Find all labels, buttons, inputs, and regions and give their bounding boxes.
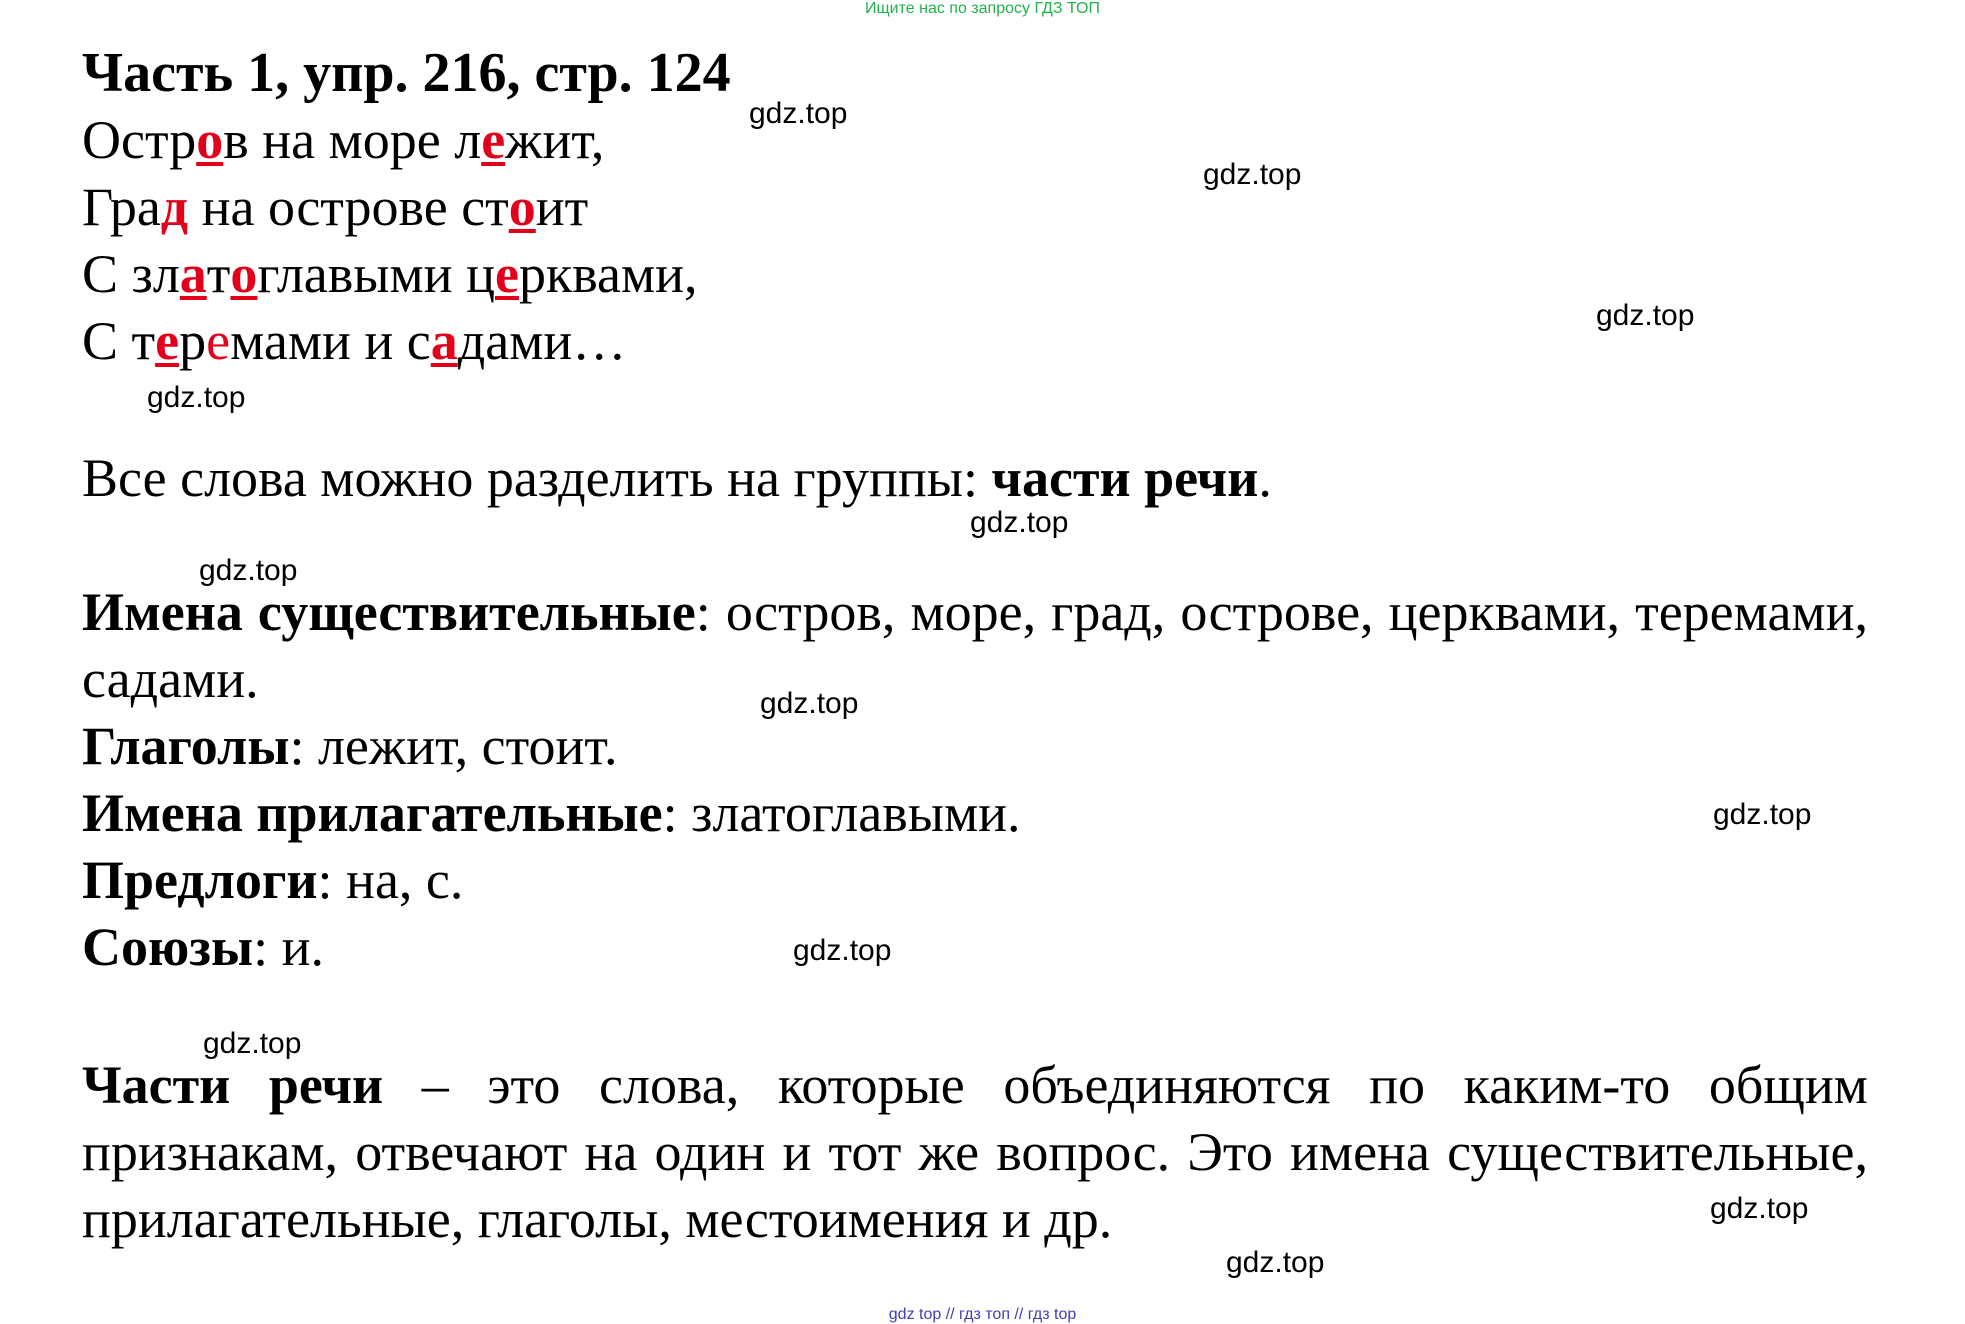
nouns-paragraph: Имена существительные: остров, море, град, острове, церквами, теремами, садами. bbox=[82, 582, 1868, 709]
watermark: gdz.top bbox=[970, 506, 1069, 539]
footer-note: gdz top // гдз топ // гдз top bbox=[888, 1306, 1077, 1323]
highlighted-letter: е bbox=[155, 311, 180, 371]
groups-intro: Все слова можно разделить на группы: части речи. bbox=[82, 448, 1272, 508]
highlighted-letter: о bbox=[196, 110, 224, 170]
watermark: gdz.top bbox=[749, 97, 848, 130]
prepositions-line: Предлоги: на, с. bbox=[82, 850, 464, 910]
watermark: gdz.top bbox=[1226, 1246, 1325, 1279]
watermark: gdz.top bbox=[1203, 158, 1302, 191]
watermark: gdz.top bbox=[760, 687, 859, 720]
highlighted-letter: д bbox=[160, 177, 189, 237]
highlighted-letter: е bbox=[494, 244, 519, 304]
definition-paragraph: Части речи – это слова, которые объединяются по каким-то общим признакам, отвечают на один и тот же вопрос. Это имена существительные, прилагательные, глаголы, местоимения и др. bbox=[82, 1055, 1868, 1249]
page-title: Часть 1, упр. 216, стр. 124 bbox=[82, 42, 731, 104]
highlighted-letter: а bbox=[179, 244, 207, 304]
conjunctions-line: Союзы: и. bbox=[82, 917, 325, 977]
poem-line-1: Остров на море лежит, bbox=[82, 110, 605, 170]
watermark: gdz.top bbox=[793, 934, 892, 967]
poem-line-2: Град на острове стоит bbox=[82, 177, 589, 237]
poem-line-4: С теремами и садами… bbox=[82, 311, 627, 371]
highlighted-letter: е bbox=[206, 311, 231, 371]
nouns-label: Имена существительные bbox=[82, 582, 696, 642]
definition-label: Части речи bbox=[82, 1055, 384, 1115]
watermark: gdz.top bbox=[1596, 299, 1695, 332]
highlighted-letter: о bbox=[230, 244, 258, 304]
watermark: gdz.top bbox=[203, 1027, 302, 1060]
watermark: gdz.top bbox=[199, 554, 298, 587]
watermark: gdz.top bbox=[1710, 1192, 1809, 1225]
watermark: gdz.top bbox=[1713, 798, 1812, 831]
poem-line-3: С златоглавыми церквами, bbox=[82, 244, 698, 304]
adjectives-line: Имена прилагательные: златоглавыми. bbox=[82, 783, 1021, 843]
verbs-line: Глаголы: лежит, стоит. bbox=[82, 716, 618, 776]
highlighted-letter: о bbox=[508, 177, 536, 237]
top-banner: Ищите нас по запросу ГДЗ ТОП bbox=[865, 0, 1100, 17]
watermark: gdz.top bbox=[147, 381, 246, 414]
highlighted-letter: а bbox=[430, 311, 458, 371]
highlighted-letter: е bbox=[481, 110, 506, 170]
